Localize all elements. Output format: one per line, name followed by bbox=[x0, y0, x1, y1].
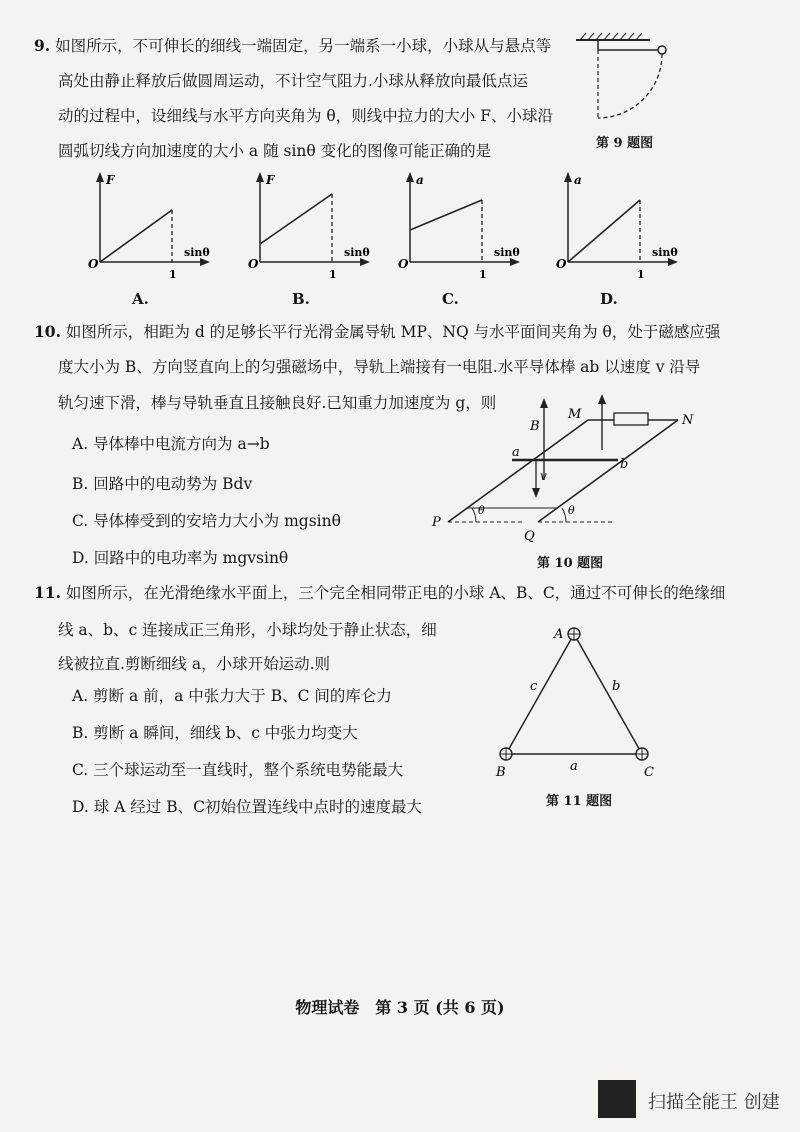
q11-triangle-figure bbox=[490, 622, 670, 787]
q11-figure-caption: 第 11 题图 bbox=[546, 794, 613, 809]
q9-graph-c bbox=[398, 172, 528, 282]
q9-graph-origin: O bbox=[248, 257, 259, 271]
q11-label-c-ball: C bbox=[644, 765, 654, 780]
q9-graph-ylabel: F bbox=[106, 173, 115, 187]
q11-line-1: 11. 如图所示，在光滑绝缘水平面上，三个完全相同带正电的小球 A、B、C，通过不可伸长的绝缘细 bbox=[34, 583, 726, 602]
q9-graph-xlabel: sinθ bbox=[344, 246, 370, 259]
q9-graph-origin: O bbox=[556, 257, 567, 271]
q9-graph-a bbox=[88, 172, 218, 282]
q10-label-m: M bbox=[568, 407, 582, 422]
q10-label-b: b bbox=[620, 457, 629, 472]
q10-line-1: 10. 如图所示，相距为 d 的足够长平行光滑金属导轨 MP、NQ 与水平面间夹角为 θ，处于磁感应强 bbox=[34, 322, 721, 341]
q9-option-a: A. bbox=[132, 290, 149, 308]
q10-option-d: D. 回路中的电功率为 mgvsinθ bbox=[72, 549, 289, 567]
q10-label-q: Q bbox=[524, 529, 535, 544]
q10-label-theta-1: θ bbox=[478, 504, 485, 517]
q10-label-field: B bbox=[530, 419, 540, 434]
q9-graph-xlabel: sinθ bbox=[652, 246, 678, 259]
q11-label-a-ball: A bbox=[554, 627, 564, 642]
page-footer: 物理试卷 第 3 页 (共 6 页) bbox=[295, 998, 505, 1017]
q11-option-b: B. 剪断 a 瞬间，细线 b、c 中张力均变大 bbox=[72, 724, 358, 742]
q10-label-a: a bbox=[512, 445, 520, 460]
q9-line-1: 9. 如图所示，不可伸长的细线一端固定，另一端系一小球，小球从与悬点等 bbox=[34, 36, 552, 55]
q9-line-3: 动的过程中，设细线与水平方向夹角为 θ，则线中拉力的大小 F、小球沿 bbox=[58, 107, 553, 125]
q9-graph-d bbox=[556, 172, 686, 282]
q10-rails-figure bbox=[428, 400, 708, 550]
q10-label-p: P bbox=[432, 515, 441, 530]
q9-graph-xlabel: sinθ bbox=[494, 246, 520, 259]
q11-option-a: A. 剪断 a 前，a 中张力大于 B、C 间的库仑力 bbox=[72, 687, 392, 705]
q11-number: 11. bbox=[34, 583, 61, 602]
q9-figure-caption: 第 9 题图 bbox=[596, 136, 654, 151]
q10-figure-caption: 第 10 题图 bbox=[537, 556, 604, 571]
q10-option-c: C. 导体棒受到的安培力大小为 mgsinθ bbox=[72, 512, 341, 530]
q11-line-2: 线 a、b、c 连接成正三角形，小球均处于静止状态，细 bbox=[58, 621, 437, 639]
q11-label-a-thread: a bbox=[570, 759, 578, 774]
q11-label-c-thread: c bbox=[530, 679, 538, 694]
q9-option-c: C. bbox=[442, 290, 459, 308]
q9-graph-tick: 1 bbox=[479, 268, 487, 281]
q10-label-v: v bbox=[540, 469, 547, 483]
q10-option-a: A. 导体棒中电流方向为 a→b bbox=[72, 435, 270, 453]
q9-number: 9. bbox=[34, 36, 51, 55]
q9-graph-origin: O bbox=[398, 257, 409, 271]
q10-label-theta-2: θ bbox=[568, 504, 575, 517]
q11-label-b-ball: B bbox=[496, 765, 506, 780]
q10-number: 10. bbox=[34, 322, 61, 341]
q10-line-3: 轨匀速下滑，棒与导轨垂直且接触良好.已知重力加速度为 g，则 bbox=[58, 394, 497, 412]
q11-ball-b bbox=[500, 748, 512, 760]
q9-pendulum-figure bbox=[570, 36, 680, 136]
q9-graph-tick: 1 bbox=[169, 268, 177, 281]
q9-graph-ylabel: F bbox=[266, 173, 275, 187]
q11-ball-a bbox=[568, 628, 580, 640]
q9-graph-b bbox=[248, 172, 378, 282]
q9-graph-origin: O bbox=[88, 257, 99, 271]
q9-option-d: D. bbox=[600, 290, 618, 308]
q10-option-b: B. 回路中的电动势为 Bdv bbox=[72, 475, 253, 493]
q9-graph-xlabel: sinθ bbox=[184, 246, 210, 259]
q9-graph-ylabel: a bbox=[574, 173, 582, 187]
q11-line-3: 线被拉直.剪断细线 a，小球开始运动.则 bbox=[58, 655, 331, 673]
scanner-watermark: 扫描全能王 创建 bbox=[648, 1092, 780, 1113]
q11-ball-c bbox=[636, 748, 648, 760]
q11-option-d: D. 球 A 经过 B、C初始位置连线中点时的速度最大 bbox=[72, 798, 422, 816]
q9-graph-ylabel: a bbox=[416, 173, 424, 187]
q10-label-n: N bbox=[682, 413, 694, 428]
q10-line-2: 度大小为 B、方向竖直向上的匀强磁场中，导轨上端接有一电阻.水平导体棒 ab 以速度 v 沿导 bbox=[58, 358, 701, 376]
q9-graph-tick: 1 bbox=[637, 268, 645, 281]
q9-line-2: 高处由静止释放后做圆周运动，不计空气阻力.小球从释放向最低点运 bbox=[58, 72, 528, 90]
qr-code-icon bbox=[598, 1080, 636, 1118]
q11-label-b-thread: b bbox=[612, 679, 621, 694]
q9-option-b: B. bbox=[292, 290, 310, 308]
q9-line-4: 圆弧切线方向加速度的大小 a 随 sinθ 变化的图像可能正确的是 bbox=[58, 142, 492, 160]
q11-option-c: C. 三个球运动至一直线时，整个系统电势能最大 bbox=[72, 761, 404, 779]
q9-graph-tick: 1 bbox=[329, 268, 337, 281]
